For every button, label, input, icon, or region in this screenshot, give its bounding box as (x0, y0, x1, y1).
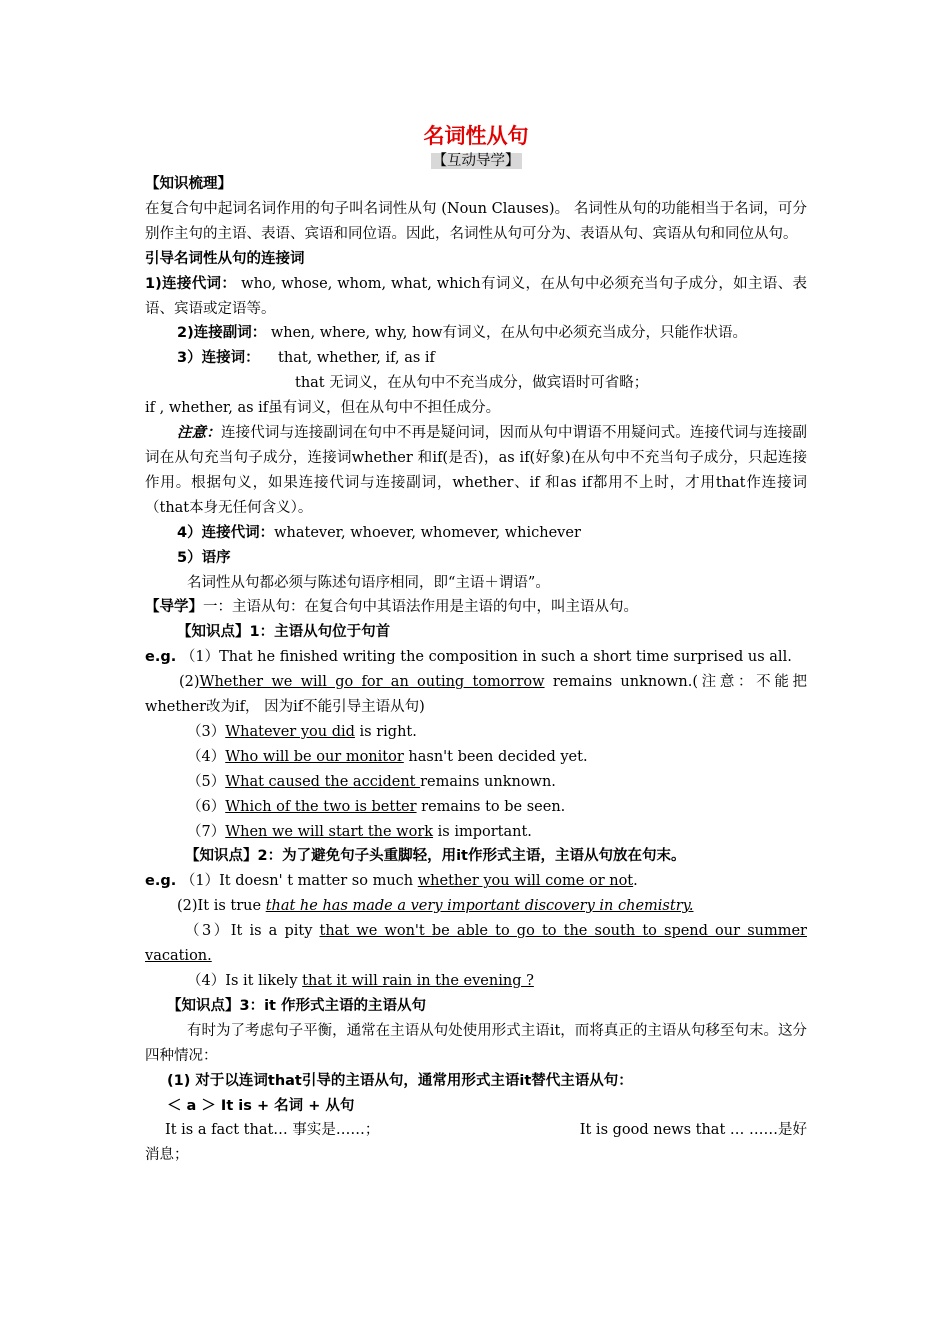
example-b4: （4）Is it likely that it will rain in the evening ? (187, 973, 534, 989)
example-5: （5）What caused the accident remains unknown. (187, 773, 556, 790)
subtitle-text: 【互动导学】 (432, 153, 520, 169)
point-1: 1)连接代词： who, whose, whom, what, which有词义，在从句中必须充当句子成分，如主语、表语、宾语或定语等。 (145, 275, 807, 317)
point-4: 4）连接代词：whatever, whoever, whomever, whichever (177, 524, 581, 541)
point-5: 5）语序 (177, 549, 231, 566)
example-2: (2)Whether we will go for an outing tomorrow remains unknown.(注意：不能把whether改为if， 因为if不能引导主语从句) (145, 674, 807, 716)
point-5-text: 名词性从句都必须与陈述句语序相同，即“主语＋谓语”。 (187, 574, 550, 591)
example-7: （7）When we will start the work is important. (187, 823, 532, 840)
example-1: e.g. （1）That he finished writing the composition in such a short time surprised us all. (145, 649, 792, 666)
section-heading-knowledge: 【知识梳理】 (145, 176, 232, 192)
case-1-examples: It is a fact that… 事实是……； It is good news that … ……是好 (165, 1122, 807, 1139)
guide-heading: 【导学】一：主语从句：在复合句中其语法作用是主语的句中，叫主语从句。 (145, 599, 638, 616)
example-b1: e.g. （1）It doesn' t matter so much whether you will come or not. (145, 873, 638, 890)
point-3-line-2: that 无词义，在从句中不充当成分，做宾语时可省略； (295, 375, 649, 392)
note-paragraph: 注意：连接代词与连接副词在句中不再是疑问词，因而从句中谓语不用疑问式。连接代词与连接副词在从句充当句子成分，连接词whether 和if(是否)，as if(好象)在从句中不充当句子成分，只起连接作用。根据句义，如果连接代词与连接副词，whether、if 和as if都用不上时，才用that作连接词（that本身无任何含义）。 (145, 424, 808, 516)
page-title: 名词性从句 (423, 124, 529, 148)
knowledge-point-3-text: 有时为了考虑句子平衡，通常在主语从句处使用形式主语it，而将真正的主语从句移至句末。这分四种情况： (145, 1022, 807, 1064)
document-page (145, 122, 807, 1168)
point-2: 2)连接副词： when, where, why, how有词义，在从句中必须充当成分，只能作状语。 (177, 325, 747, 342)
point-3: 3）连接词： that, whether, if, as if (177, 350, 435, 367)
knowledge-point-1: 【知识点】1：主语从句位于句首 (177, 624, 391, 641)
knowledge-point-3: 【知识点】3：it 作形式主语的主语从句 (167, 997, 427, 1014)
page-subtitle (145, 150, 807, 172)
point-3-line-3: if , whether, as if虽有词义，但在从句中不担任成分。 (145, 400, 501, 417)
example-4: （4）Who will be our monitor hasn't been decided yet. (187, 748, 588, 765)
case-1-end: 消息； (145, 1147, 189, 1164)
example-3: （3）Whatever you did is right. (187, 723, 417, 740)
knowledge-point-2: 【知识点】2：为了避免句子头重脚轻，用it作形式主语，主语从句放在句末。 (185, 848, 686, 865)
case-1a: ＜ a ＞ It is + 名词 + 从句 (167, 1097, 355, 1114)
example-6: （6）Which of the two is better remains to be seen. (187, 798, 566, 815)
conjunction-heading: 引导名词性从句的连接词 (145, 250, 305, 267)
example-b2: (2)It is true that he has made a very important discovery in chemistry. (177, 898, 694, 915)
case-1-heading: (1) 对于以连词that引导的主语从句，通常用形式主语it替代主语从句： (167, 1072, 633, 1089)
intro-paragraph: 在复合句中起词名词作用的句子叫名词性从句 (Noun Clauses)。 名词性从句的功能相当于名词，可分别作主句的主语、表语、宾语和同位语。因此，名词性从句可分为、表语从句、宾语从句和同位从句。 (145, 200, 807, 242)
example-b3: （3）It is a pity that we won't be able to go to the south to spend our summer vacation. (145, 923, 807, 965)
